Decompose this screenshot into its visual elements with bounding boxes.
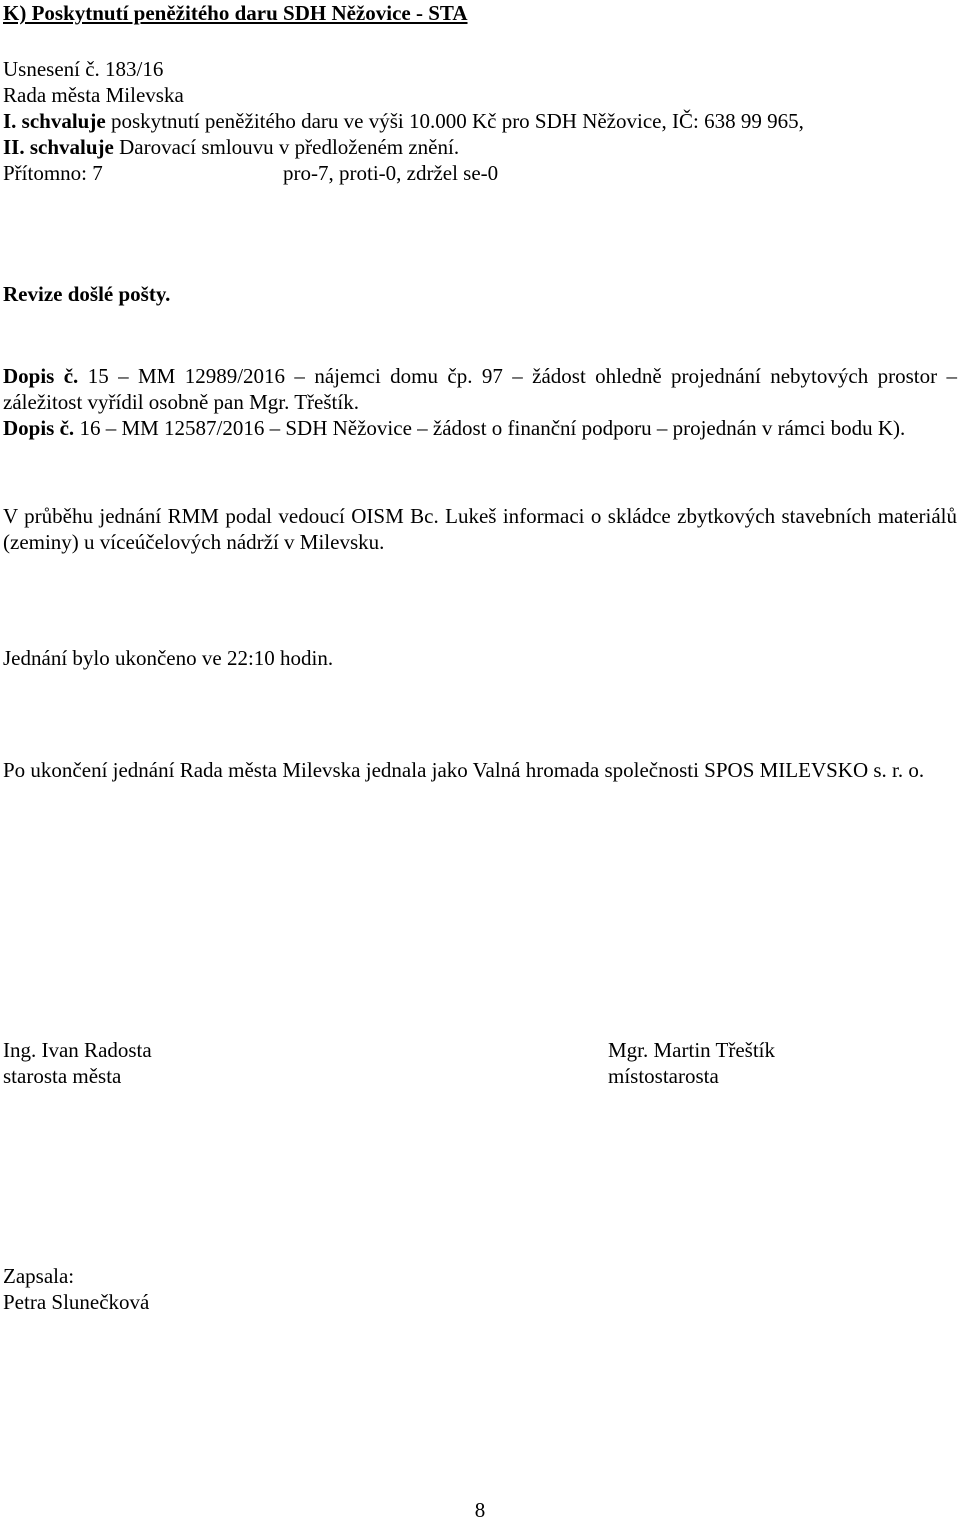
letter-text: 16 – MM 12587/2016 – SDH Něžovice – žádost o finanční podporu – projednán v rámci bodu K).	[74, 416, 906, 440]
letter-text: 15 – MM 12989/2016 – nájemci domu čp. 97 – žádost ohledně projednání nebytových prostor – záležitost vyřídil osobně pan Mgr. Třeštík.	[3, 364, 957, 414]
recorder-block	[3, 1263, 403, 1315]
recorder-label: Zapsala:	[3, 1264, 75, 1288]
resolution-present: Přítomno: 7	[3, 161, 103, 185]
signature-right-role: místostarosta	[608, 1064, 719, 1088]
resolution-vote-line	[3, 160, 957, 186]
letter-item	[3, 415, 957, 441]
resolution-number: Usnesení č. 183/16	[3, 57, 164, 81]
recorder-name: Petra Slunečková	[3, 1290, 150, 1314]
signature-right	[608, 1037, 960, 1089]
resolution-item-2-text: Darovací smlouvu v předloženém znění.	[113, 135, 460, 159]
signature-right-name: Mgr. Martin Třeštík	[608, 1038, 776, 1062]
signature-left	[3, 1037, 363, 1089]
letter-label: Dopis č.	[3, 416, 75, 440]
spos-paragraph: Po ukončení jednání Rada města Milevska jednala jako Valná hromada společnosti SPOS MILEVSKO s. r. o.	[3, 758, 925, 782]
meeting-end-note: Jednání bylo ukončeno ve 22:10 hodin.	[3, 646, 334, 670]
signature-left-name: Ing. Ivan Radosta	[3, 1038, 152, 1062]
resolution-item-2-label: II. schvaluje	[3, 135, 114, 159]
info-paragraph: V průběhu jednání RMM podal vedoucí OISM Bc. Lukeš informaci o skládce zbytkových stavebních materiálů (zeminy) u víceúčelových nádrží v Milevsku.	[3, 504, 957, 554]
page-number: 8	[474, 1498, 486, 1522]
resolution-item-1-text: poskytnutí peněžitého daru ve výši 10.000 Kč pro SDH Něžovice, IČ: 638 99 965,	[105, 109, 804, 133]
mail-review-title: Revize došlé pošty.	[3, 282, 171, 306]
resolution-vote: pro-7, proti-0, zdržel se-0	[283, 161, 499, 185]
letter-label: Dopis č.	[3, 364, 79, 388]
resolution-item-1-label: I. schvaluje	[3, 109, 106, 133]
resolution-block	[3, 56, 957, 186]
resolution-body: Rada města Milevska	[3, 83, 184, 107]
resolution-item-1	[3, 108, 957, 134]
letters-list	[3, 363, 957, 441]
section-title: K) Poskytnutí peněžitého daru SDH Něžovice - STA	[3, 1, 468, 25]
signature-left-role: starosta města	[3, 1064, 122, 1088]
resolution-item-2	[3, 134, 957, 160]
letter-item	[3, 363, 957, 415]
